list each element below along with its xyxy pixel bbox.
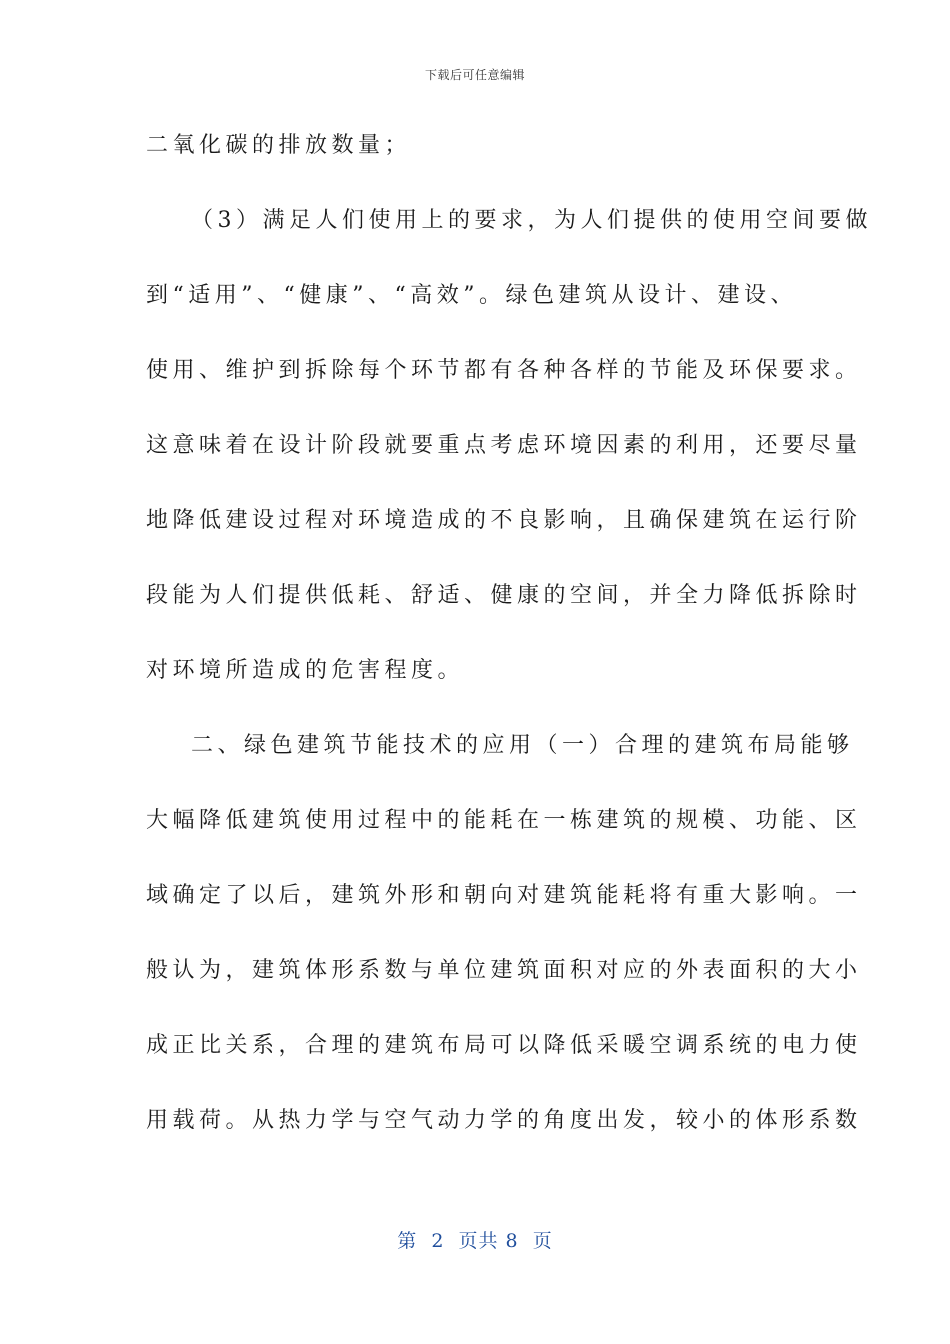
paragraph-line: （3）满足人们使用上的要求，为人们提供的使用空间要做 (191, 208, 872, 233)
paragraph-line: 这意味着在设计阶段就要重点考虑环境因素的利用，还要尽量 (146, 433, 862, 458)
document-body (146, 124, 872, 1174)
paragraph-line: 对环境所造成的危害程度。 (146, 658, 465, 683)
header-note: 下载后可任意编辑 (424, 68, 525, 82)
page-number: 第 2 页共 8 页 (397, 1230, 553, 1252)
paragraph-line: 段能为人们提供低耗、舒适、健康的空间，并全力降低拆除时 (146, 583, 862, 608)
paragraph-line: 用载荷。从热力学与空气动力学的角度出发，较小的体形系数 (146, 1108, 862, 1133)
paragraph-line: 般认为，建筑体形系数与单位建筑面积对应的外表面积的大小 (146, 958, 862, 983)
paragraph-line: 地降低建设过程对环境造成的不良影响，且确保建筑在运行阶 (146, 508, 862, 533)
paragraph-line: 大幅降低建筑使用过程中的能耗在一栋建筑的规模、功能、区 (146, 808, 862, 833)
paragraph-line: 成正比关系，合理的建筑布局可以降低采暖空调系统的电力使 (146, 1033, 862, 1058)
paragraph-line: 二、绿色建筑节能技术的应用（一）合理的建筑布局能够 (191, 733, 854, 758)
paragraph-line: 使用、维护到拆除每个环节都有各种各样的节能及环保要求。 (146, 358, 862, 383)
paragraph-line: 到“适用”、“健康”、“高效”。绿色建筑从设计、建设、 (146, 283, 797, 308)
paragraph-line: 二氧化碳的排放数量； (146, 133, 412, 158)
paragraph-line: 域确定了以后，建筑外形和朝向对建筑能耗将有重大影响。一 (146, 883, 862, 908)
